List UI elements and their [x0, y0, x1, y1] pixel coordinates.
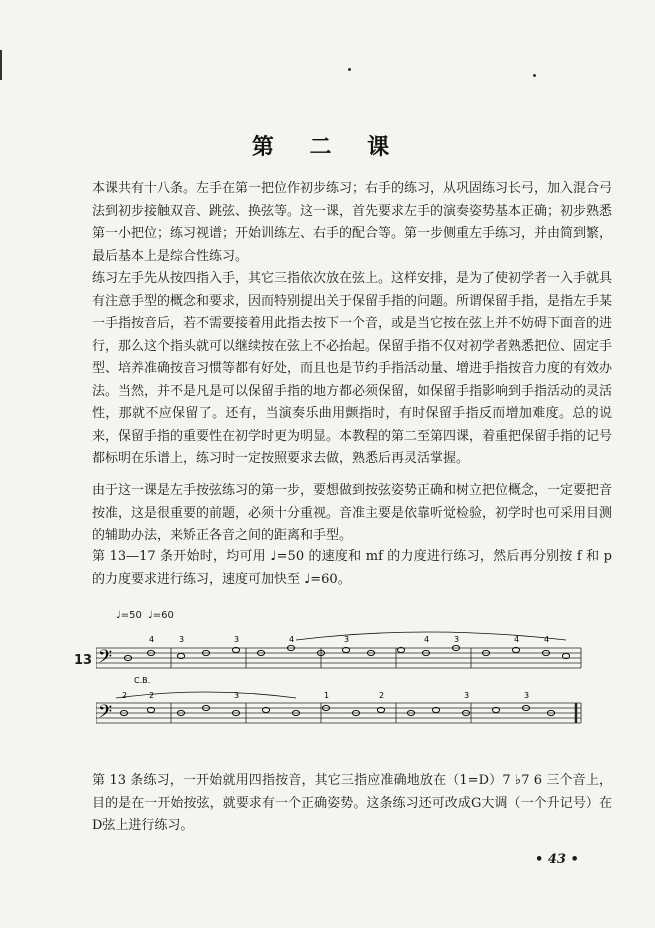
page-number: • 43 • — [535, 852, 579, 867]
slur — [116, 692, 296, 698]
paragraph-retained-fingers: 练习左手先从按四指入手，其它三指依次放在弦上。这样安排，是为了使初学者一入手就具有注意手型的概念和要求，因而特别提出关于保留手指的问题。所谓保留手指，是指左手某一手指按音后，若不需要接着用此指去按下一个音，或是当它按在弦上并不妨碍下面音的进行，那么这个指头就可以继续按在弦上不必抬起。保留手指不仅对初学者熟悉把位、固定手型、培养准确按音习惯等都有好处，而且也是节约手指活动量、增进手指按音力度的有效办法。当然，并不是凡是可以保留手指的地方都必须保留，如保留手指影响到手指活动的灵活性，那就不应保留了。还有，当演奏乐曲用颤指时，有时保留手指反而增加难度。总的说来，保留手指的重要性在初学时更为明显。本教程的第二至第四课，着重把保留手指的记号都标明在乐谱上，练习时一定按照要求去做，熟悉后再灵活掌握。 — [92, 271, 613, 466]
fingering-top: 3 — [344, 635, 350, 644]
fingering-layer — [122, 635, 549, 700]
exercise-number: 13 — [74, 653, 93, 668]
bass-clef-upper: 𝄢 — [98, 647, 113, 672]
paragraph-intonation: 由于这一课是左手按弦练习的第一步，要想做到按弦姿势正确和树立把位概念，一定要把音按准，这是很重要的前题，必须十分重视。音准主要是依靠听觉检验，初学时也可采用目测的辅助办法，来矫正各音之间的距离和手型。 — [92, 483, 613, 543]
tempo-mark-slow: ♩=50 — [116, 610, 142, 621]
music-score — [96, 628, 586, 733]
tempo-mark-fast: ♩=60 — [148, 610, 174, 621]
fingering-top: 4 — [424, 635, 430, 644]
paragraph-exercise-13: 第 13 条练习，一开始就用四指按音，其它三指应准确地放在（1=D）7 ♭7 6 三个音上，目的是在一开始按弦，就要求有一个正确姿势。这条练习还可改成G大调（一个升记号）在D弦上进行练习。 — [92, 773, 612, 833]
fingering-top: 3 — [234, 635, 240, 644]
fingering-bottom: 3 — [464, 691, 470, 700]
staff-lower — [96, 703, 581, 723]
fingering-top: 3 — [179, 635, 185, 644]
print-speck — [348, 68, 351, 71]
slur — [296, 632, 566, 640]
staff-upper — [96, 648, 581, 668]
fingering-bottom: 2 — [149, 691, 155, 700]
fingering-bottom: 3 — [524, 691, 530, 700]
fingering-top: 4 — [514, 635, 520, 644]
page-edge-mark — [0, 50, 6, 80]
string-mark: C.B. — [134, 676, 151, 685]
print-speck — [533, 74, 536, 77]
lesson-title: 第 二 课 — [251, 135, 404, 160]
paragraph-intro: 本课共有十八条。左手在第一把位作初步练习；右手的练习，从巩固练习长弓，加入混合弓法到初步接触双音、跳弦、换弦等。这一课，首先要求左手的演奏姿势基本正确；初步熟悉第一小把位；练习视谱；开始训练左、右手的配合等。第一步侧重左手练习，并由简到繁，最后基本上是综合性练习。 — [92, 181, 613, 264]
fingering-bottom: 3 — [234, 691, 240, 700]
paragraph-tempo: 第 13—17 条开始时，均可用 ♩=50 的速度和 mf 的力度进行练习，然后再分别按 f 和 p 的力度要求进行练习，速度可加快至 ♩=60。 — [92, 549, 612, 587]
fingering-top: 4 — [149, 635, 155, 644]
fingering-top: 4 — [289, 635, 295, 644]
bass-clef-lower: 𝄢 — [98, 702, 113, 727]
fingering-bottom: 2 — [122, 691, 128, 700]
fingering-top: 4 — [544, 635, 550, 644]
fingering-bottom: 1 — [324, 691, 330, 700]
fingering-bottom: 2 — [379, 691, 385, 700]
fingering-top: 3 — [454, 635, 460, 644]
